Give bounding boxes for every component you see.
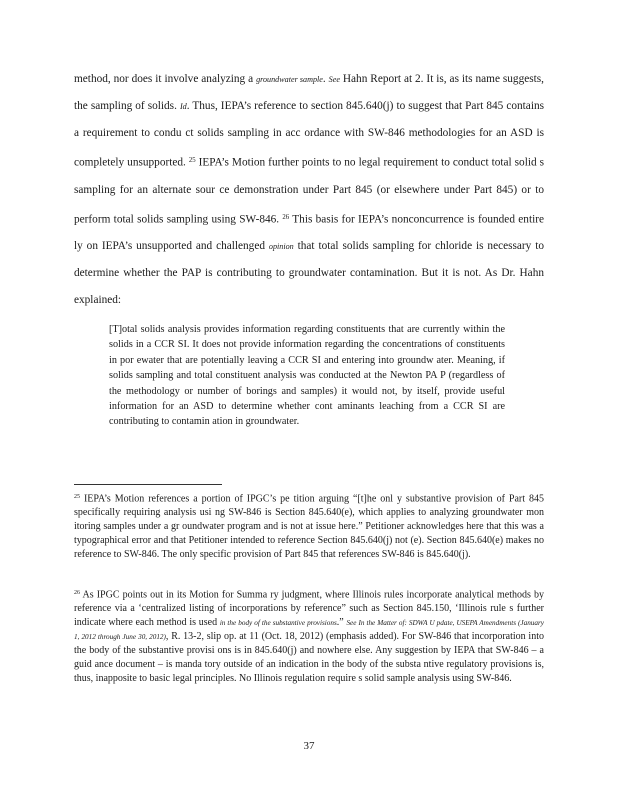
- body-text-run: Hahn Report at 2. It is, as its name suggests, the sampling of solids.: [74, 73, 544, 112]
- footnote-text: As IPGC points out in its Motion for Summa ry judgment, where Illinois rules incorporate analytical methods by reference via a ‘centralized listing of incorporations by reference” such as Section 845.150, ‘Illinois rule s further indicate where each method is used: [74, 589, 544, 629]
- footnote-25: [74, 490, 544, 562]
- footnote-italic-run: in the body of the substantive provisions: [219, 619, 337, 628]
- footnote-text: , R. 13-2, slip op. at 11 (Oct. 18, 2012) (emphasis added). For SW-846 that incorporation into the body of the substantive provisi ons is in 845.640(j) and nowhere else. Any suggestion by IEPA that SW-846 – a guid ance document – is manda tory outside of an indication in the body of the substa ntive regulatory provisions is, thus, inapposite to basic legal principles. No Illinois regulation require s solid sample analysis using SW-846.: [74, 631, 544, 685]
- footnote-number: 25: [74, 494, 80, 500]
- page-number: 37: [303, 740, 315, 752]
- body-paragraph: [74, 66, 544, 314]
- footnote-reference-26[interactable]: 26: [282, 213, 290, 221]
- footnote-text: .”: [336, 617, 347, 629]
- footnote-italic-run: See In the Matter of: SDWA U pdate, USEPA Amendments (January 1, 2012 through June 30, 2012): [74, 619, 544, 642]
- footnote-26: [74, 586, 544, 686]
- block-quote-text: [T]otal solids analysis provides information regarding constituents that are currently within the solids in a CCR SI. It does not provide information regarding the concentrations of constituents in por ewater that are potentially leaving a CCR SI and entering into groundw ater. Meaning, if solids sampling and total constituent analysis was conducted at the Newton PA P (regardless of the methodology or number of borings and samples) it would not, by itself, provide useful information for an ASD to determine whether cont aminants leaching from a CCR SI are contributing to contamin ation in groundwater.: [109, 324, 505, 428]
- body-text-run: . Thus, IEPA’s reference to section 845.640(j) to suggest that Part 845 contains a requirement to condu ct solids sampling in acc ordance with SW-846 methodologies for an ASD is completely unsupported.: [74, 100, 544, 169]
- body-text-run: that total solids sampling for chloride is necessary to determine whether the PAP is contributing to groundwater contamination. But it is not. As Dr. Hahn explained:: [74, 240, 545, 307]
- footnote-divider: [74, 484, 222, 485]
- body-italic-run: See: [328, 75, 340, 84]
- body-italic-run: Id: [179, 102, 187, 111]
- body-text-run: IEPA’s Motion further points to no legal requirement to conduct total solid s sampling for an alternate sour ce demonstration under Part 845 (or elsewhere under Part 845) or to perform total solids sampling using SW-846.: [74, 156, 545, 226]
- body-text-run: .: [322, 73, 329, 85]
- body-italic-run: groundwater sample: [256, 75, 323, 84]
- block-quote: [109, 322, 505, 430]
- footnote-number: 26: [74, 590, 80, 596]
- body-text-run: This basis for IEPA’s nonconcurrence is founded entire ly on IEPA’s unsupported and challenged: [74, 213, 544, 253]
- body-italic-run: opinion: [268, 242, 294, 252]
- footnote-reference-25[interactable]: 25: [188, 157, 196, 164]
- footnote-text: IEPA’s Motion references a portion of IPGC’s pe tition arguing “[t]he onl y substantive provision of Part 845 specifically requiring analysis usi ng SW-846 is Section 845.640(e), which applies to analyzing groundwater mon itoring samples under a gr oundwater program and is not at issue here.” Petitioner acknowledges here that this was a typographical error and that Petitioner intended to reference Section 845.640(j) not (e). Section 845.640(e) makes no reference to SW-846. The only specific provision of Part 845 that references SW-846 is 845.640(j).: [74, 493, 544, 561]
- body-text-run: method, nor does it involve analyzing a: [74, 73, 257, 85]
